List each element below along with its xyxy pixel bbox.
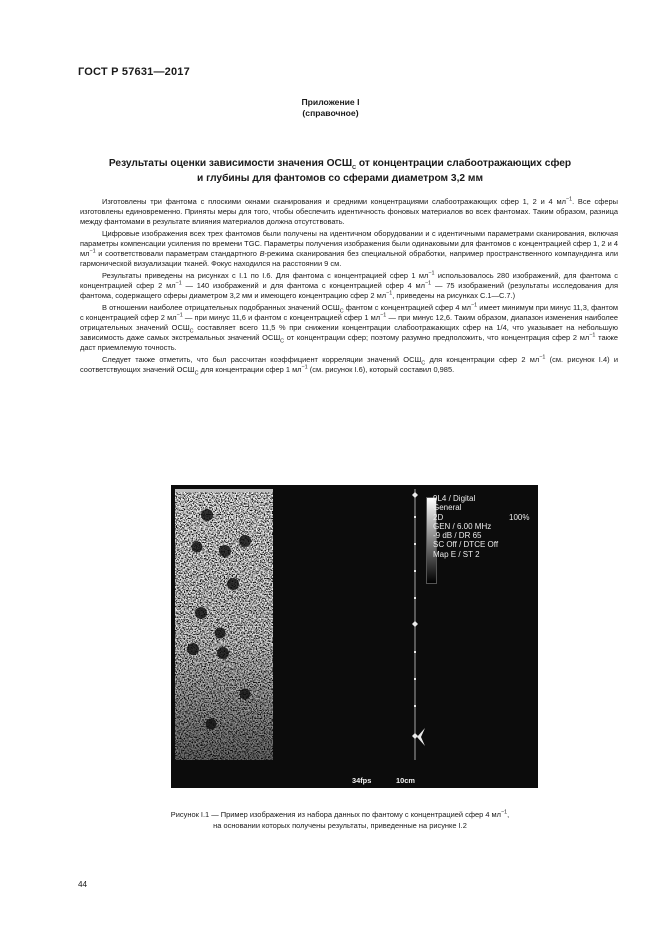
mode-line: 2D 100% [433,512,530,522]
paragraph-2: Цифровые изображения всех трех фантомов были получены на идентичном оборудовании и с идентичными параметрами сканирования, включая параметры компенсации усиления по времени TGC. Параметры получения изображения были одинаковыми для фантомов с концентрацией сфер 1, 2 и 4 $мл^{-1}$ и соответствовали параметрам стандартного B-режима сканирования без специальной обработки, например пространственного компаундинга или гармонической визуализации тканей. Фокус находился на расстоянии 9 см. [80,228,618,269]
caption-line-1: Рисунок I.1 — Пример изображения из набора данных по фантому с концентрацией сфер 4 $мл^{-1}$, [170,809,510,819]
preset-label: General [433,503,462,513]
appendix-label: Приложение I [301,97,360,107]
title-line-1: Результаты оценки зависимости значения $ОСШ_С$ от концентрации слабоотражающих сфер [108,158,572,172]
frame-rate: 34fps [352,776,372,785]
ultrasound-speckle-image [175,489,273,760]
paragraph-4: В отношении наиболее отрицательных подобранных значений $ОСШ_С$ фантом с концентрацией сфер 4 $мл^{-1}$ имеет минимум при минус 11,3, фантом с концентрацией сфер 2 $мл^{-1}$ — при минус 11,6 и фантом с концентрацией сфер 1 $мл^{-1}$ — при минус 12,6. Таким образом, диапазон изменения наиболее отрицательных значений $ОСШ_С$ составляет всего 11,5 % при снижении концентрации слабоотражающих сфер на 1/4, что указывает на небольшую зависимость даже самых экстремальных значений $ОСШ_С$ от концентрации сфер; поэтому разумно предположить, что концентрация сфер 2 $мл^{-1}$ также даст приемлемую точность. [80,302,619,353]
paragraph-1: Изготовлены три фантома с плоскими окнами сканирования и средними концентрациями слабоотражающих сфер 1, 2 и 4 $мл^{-1}$. Все сферы изготовлены единовременно. Приняты меры для того, чтобы обеспечить идентичность фоновых материалов во всех фантомах. Таким образом, разница между фантомами в результате влияния материалов должна отсутствовать. [80,196,618,227]
scan-parameters [433,494,530,559]
caption-line-2: на основании которых получены результаты, приведенные на рисунке I.2 [213,820,467,830]
title-line-2: и глубины для фантомов со сферами диаметром 3,2 мм [197,173,483,184]
section-title [80,156,600,186]
map-label: Map E / ST 2 [433,549,480,559]
figure-caption [80,810,600,831]
body-text [80,197,618,377]
ultrasound-figure [171,485,538,788]
standard-header: ГОСТ Р 57631—2017 [78,66,190,78]
paragraph-3: Результаты приведены на рисунках с I.1 по I.6. Для фантома с концентрацией сфер 1 $мл^{-1}$ использовалось 280 изображений, для фантома с концентрацией сфер 2 $мл^{-1}$ — 140 изображений и для фантома с концентрацией сфер 4 $мл^{-1}$ — 75 изображений (результаты исследования для фантома, содержащего сферы диаметром 3,2 мм и имеющего концентрацию сфер 2 $мл^{-1}$, приведены на рисунках С.1—С.7.) [80,270,618,301]
page-number: 44 [78,880,88,889]
gain-label: -9 dB / DR 65 [433,531,482,541]
appendix-type: (справочное) [302,108,359,118]
sc-label: SC Off / DTCE Off [433,540,499,550]
depth-label: 10cm [396,776,415,785]
power-percent: 100% [509,512,530,522]
frequency-label: GEN / 6.00 MHz [433,521,492,531]
paragraph-5: Следует также отметить, что был рассчитан коэффициент корреляции значений $ОСШ_С$ для концентрации сфер 2 $мл^{-1}$ (см. рисунок I.4) и соответствующих значений $ОСШ_С$ для концентрации сфер 1 $мл^{-1}$ (см. рисунок I.6), который составил 0,985. [80,354,618,377]
probe-label: 9L4 / Digital [433,494,476,503]
